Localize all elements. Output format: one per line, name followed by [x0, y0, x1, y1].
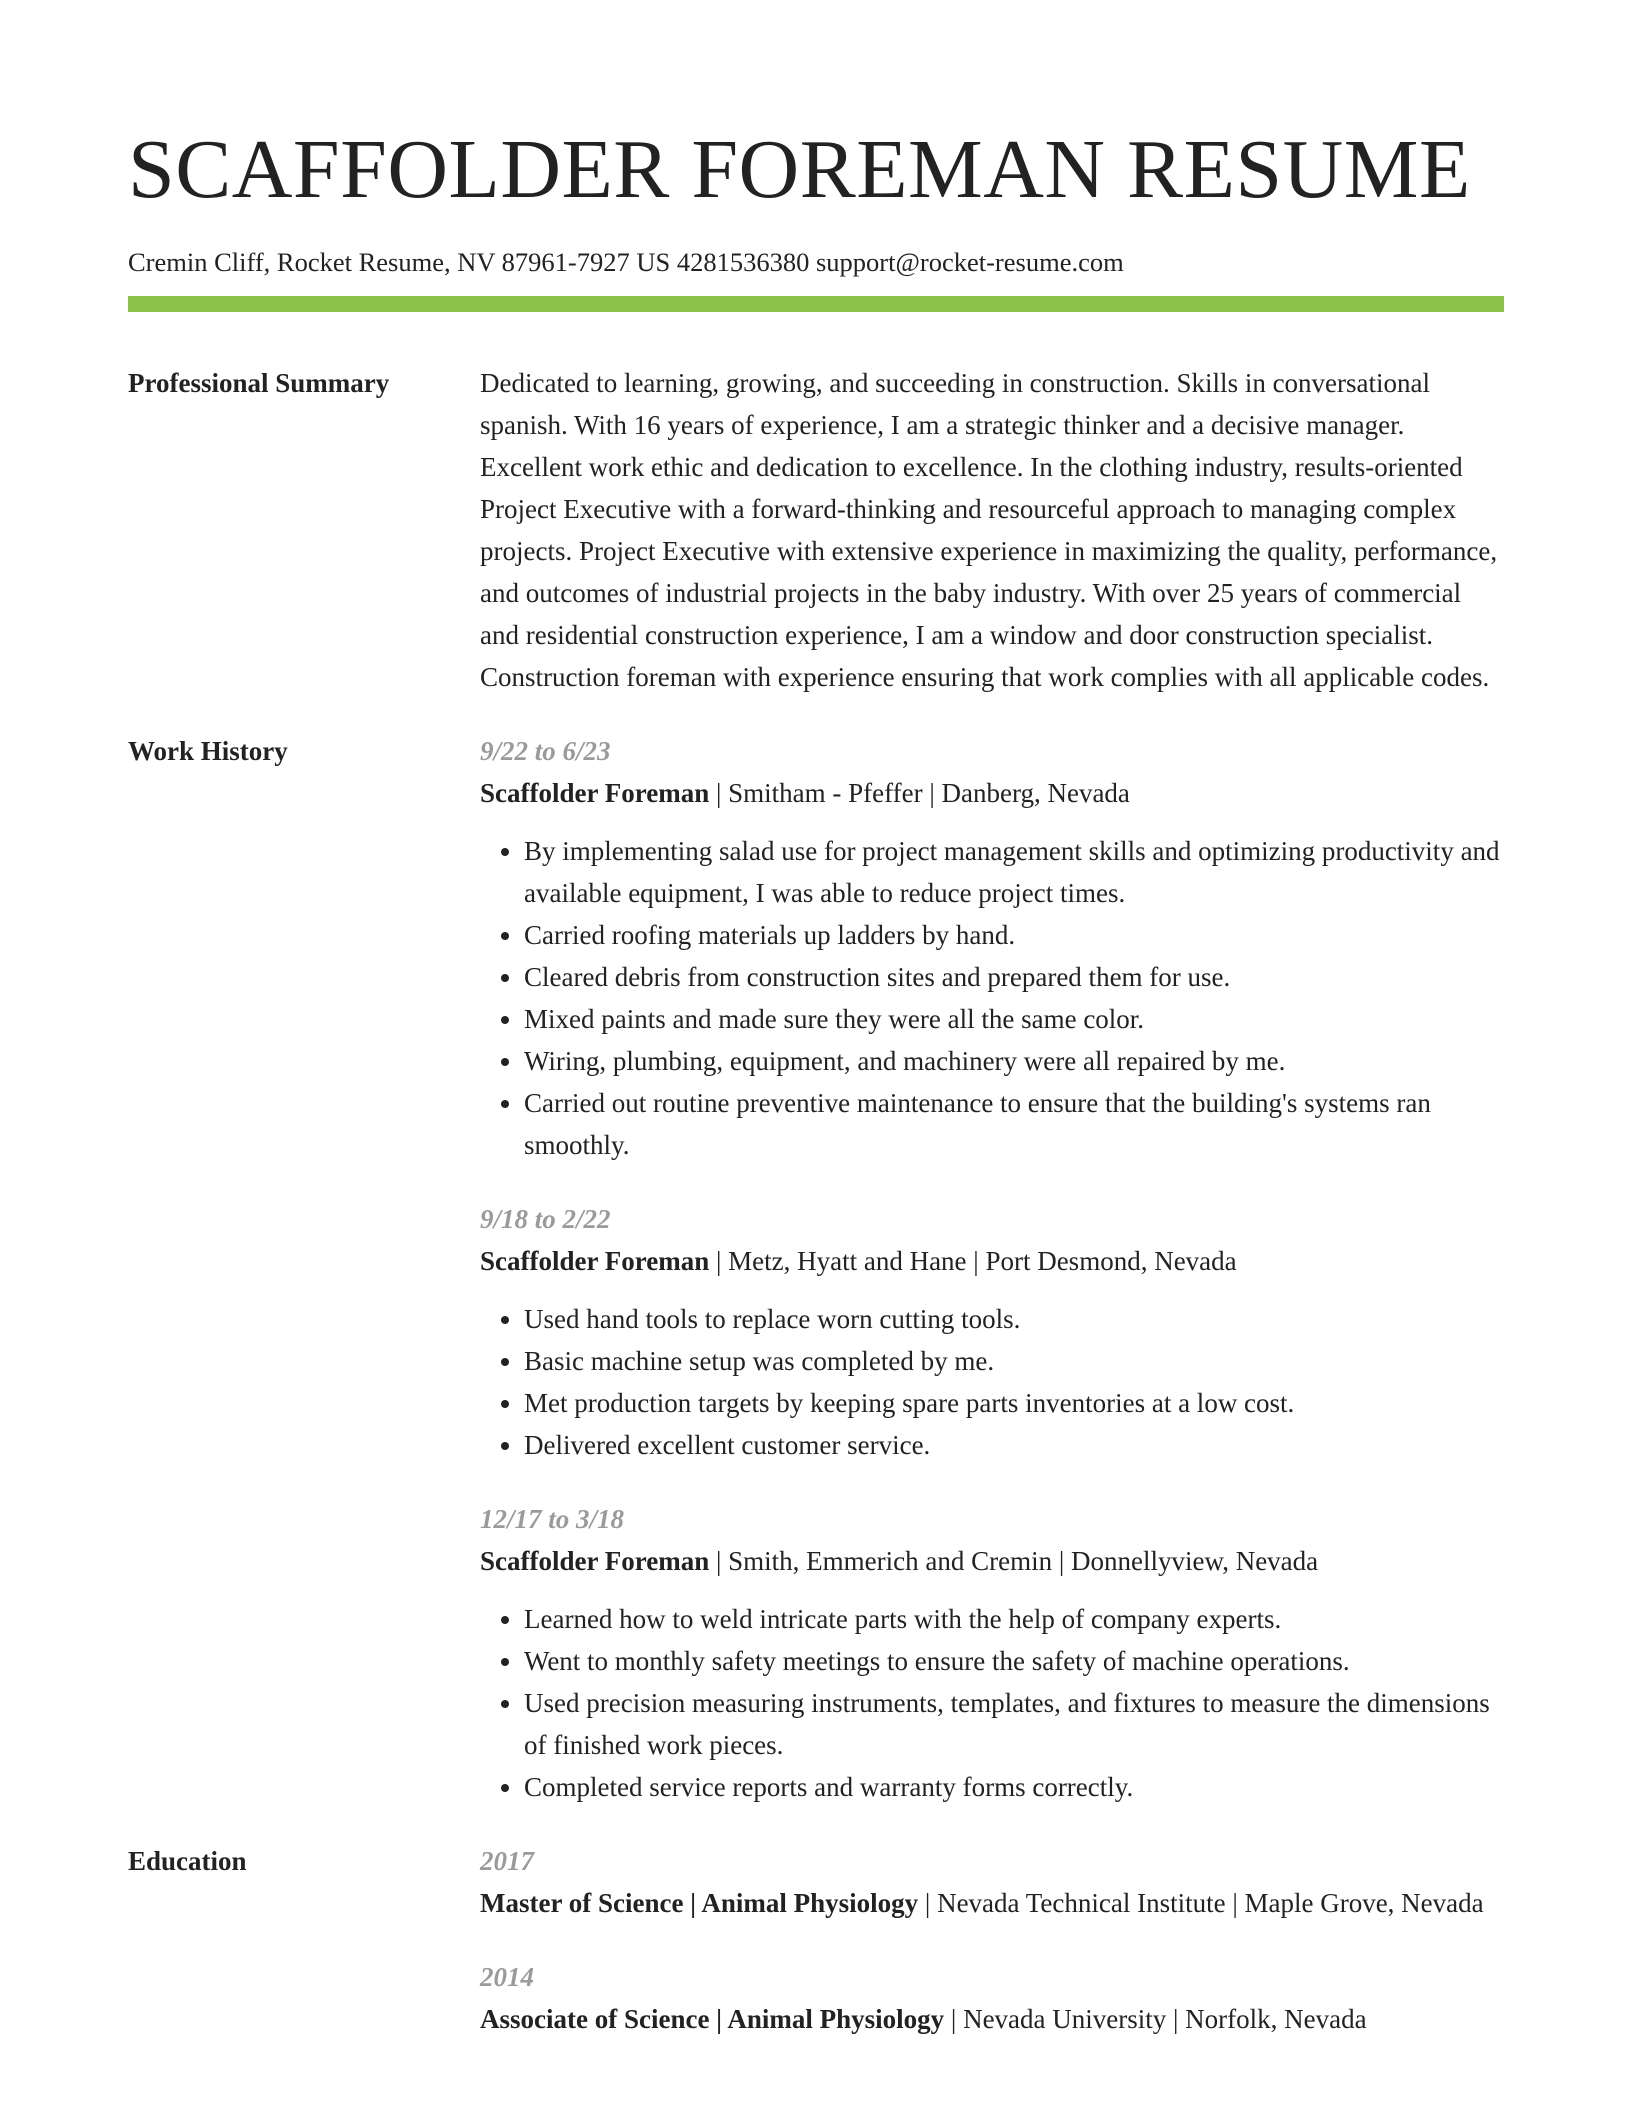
job-bullet: • Used precision measuring instruments, templates, and fixtures to measure the dimensions of finished work pieces. [524, 1682, 1504, 1766]
education-details: | Nevada Technical Institute | Maple Grove, Nevada [918, 1888, 1484, 1918]
job-details: | Smitham - Pfeffer | Danberg, Nevada [709, 778, 1130, 808]
education-entry [480, 1956, 1504, 2040]
job-bullet: • Mixed paints and made sure they were all the same color. [524, 998, 1504, 1040]
job-dates: 9/22 to 6/23 [480, 736, 611, 766]
education-year: 2017 [480, 1846, 534, 1876]
job-bullet: • Carried out routine preventive maintenance to ensure that the building's systems ran smoothly. [524, 1082, 1504, 1166]
education-year: 2014 [480, 1962, 534, 1992]
job-bullet: • Carried roofing materials up ladders by hand. [524, 914, 1504, 956]
education-degree-line [480, 1998, 1504, 2040]
job-bullet: • Used hand tools to replace worn cutting tools. [524, 1298, 1504, 1340]
summary-section [128, 362, 1504, 698]
education-details: | Nevada University | Norfolk, Nevada [944, 2004, 1367, 2034]
education-degree: Associate of Science | Animal Physiology [480, 2004, 945, 2034]
education-body [480, 1840, 1504, 2040]
job-details: | Smith, Emmerich and Cremin | Donnellyview, Nevada [709, 1546, 1319, 1576]
job-role-line [480, 1540, 1504, 1582]
education-entry [480, 1840, 1504, 1924]
resume-document [128, 0, 1504, 2040]
section-label-work-history: Work History [128, 736, 288, 766]
job-bullet: • Delivered excellent customer service. [524, 1424, 1504, 1466]
job-title: Scaffolder Foreman [480, 1246, 710, 1276]
job-bullet: • Wiring, plumbing, equipment, and machinery were all repaired by me. [524, 1040, 1504, 1082]
job-entry [480, 1498, 1504, 1808]
accent-divider [128, 296, 1504, 312]
job-bullet: • Went to monthly safety meetings to ensure the safety of machine operations. [524, 1640, 1504, 1682]
job-bullet: • Cleared debris from construction sites and prepared them for use. [524, 956, 1504, 998]
section-label-summary: Professional Summary [128, 368, 390, 398]
job-bullet: • Basic machine setup was completed by me. [524, 1340, 1504, 1382]
job-bullets [480, 830, 1504, 1166]
summary-body [480, 362, 1504, 698]
education-degree: Master of Science | Animal Physiology [480, 1888, 919, 1918]
job-title: Scaffolder Foreman [480, 778, 710, 808]
work-history-section [128, 730, 1504, 1808]
job-dates: 9/18 to 2/22 [480, 1204, 611, 1234]
job-role-line [480, 1240, 1504, 1282]
job-bullet: • Learned how to weld intricate parts with the help of company experts. [524, 1598, 1504, 1640]
job-dates: 12/17 to 3/18 [480, 1504, 625, 1534]
contact-line: Cremin Cliff, Rocket Resume, NV 87961-7927 US 4281536380 support@rocket-resume.com [128, 247, 1124, 277]
job-bullets [480, 1298, 1504, 1466]
job-bullets [480, 1598, 1504, 1808]
work-history-body [480, 730, 1504, 1808]
job-role-line [480, 772, 1504, 814]
education-section [128, 1840, 1504, 2040]
job-entry [480, 730, 1504, 1166]
job-bullet: • By implementing salad use for project management skills and optimizing productivity and available equipment, I was able to reduce project times. [524, 830, 1504, 914]
job-title: Scaffolder Foreman [480, 1546, 710, 1576]
job-entry [480, 1198, 1504, 1466]
summary-text: Dedicated to learning, growing, and succeeding in construction. Skills in conversational spanish. With 16 years of experience, I am a strategic thinker and a decisive manager. Excellent work ethic and dedication to excellence. In the clothing industry, results-oriented Project Executive with a forward-thinking and resourceful approach to managing complex projects. Project Executive with extensive experience in maximizing the quality, performance, and outcomes of industrial projects in the baby industry. With over 25 years of commercial and residential construction experience, I am a window and door construction specialist. Construction foreman with experience ensuring that work complies with all applicable codes. [480, 368, 1498, 692]
education-degree-line [480, 1882, 1504, 1924]
section-label-education: Education [128, 1846, 247, 1876]
job-bullet: • Completed service reports and warranty forms correctly. [524, 1766, 1504, 1808]
resume-title: SCAFFOLDER FOREMAN RESUME [128, 123, 1471, 216]
job-bullet: • Met production targets by keeping spare parts inventories at a low cost. [524, 1382, 1504, 1424]
job-details: | Metz, Hyatt and Hane | Port Desmond, Nevada [709, 1246, 1237, 1276]
